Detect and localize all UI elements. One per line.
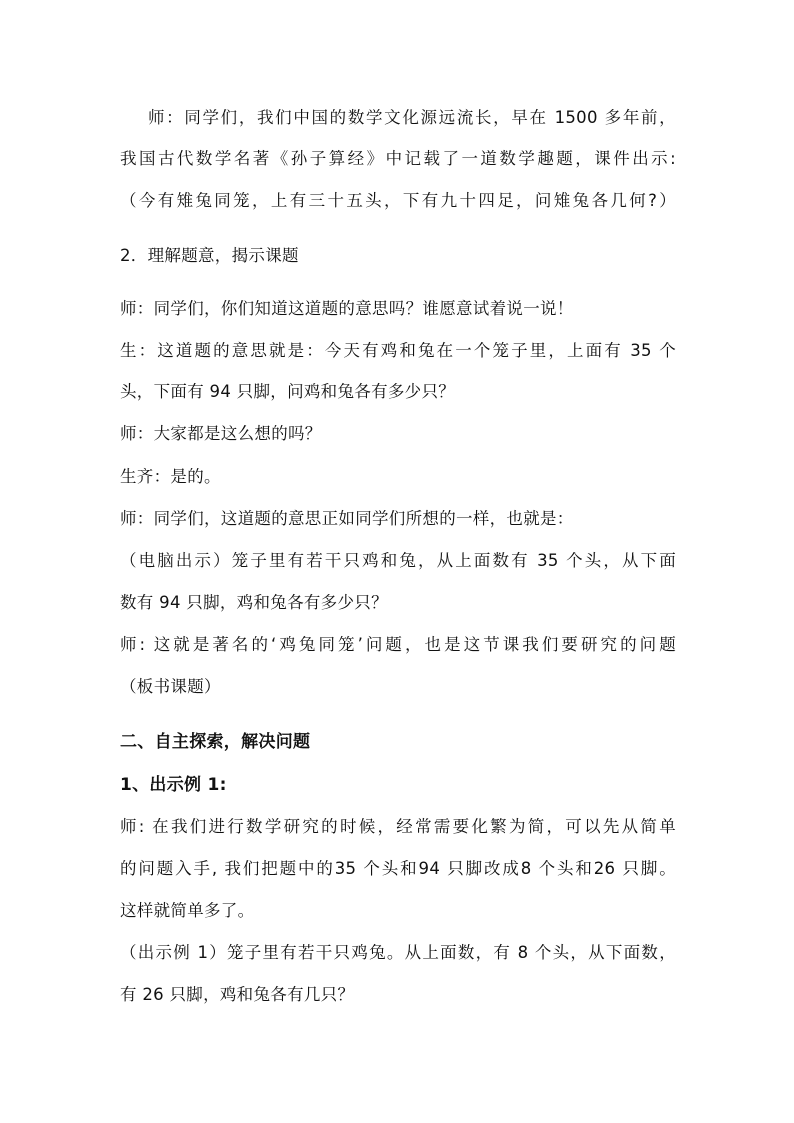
dialogue-line-4: 师：大家都是这么想的吗？: [120, 424, 322, 443]
dialogue-line-9: 师: 这就是著名的‘鸡兔同笼’问题，也是这节课我们要研究的问题: [120, 635, 676, 654]
paragraph-line-7: （出示例 1）笼子里有若干只鸡兔。从上面数，有 8 个头，从下面数，: [120, 943, 676, 962]
section-heading-explore: 二、自主探索，解决问题: [120, 732, 311, 752]
paragraph-line-1: 师：同学们，我们中国的数学文化源远流长，早在 1500 多年前，: [148, 108, 676, 127]
dialogue-line-7: （电脑出示）笼子里有若干只鸡和兔，从上面数有 35 个头，从下面: [120, 551, 676, 570]
dialogue-line-8: 数有 94 只脚，鸡和兔各有多少只？: [120, 593, 388, 612]
section-heading-understand: 2．理解题意，揭示课题: [120, 246, 299, 265]
paragraph-line-4: 师: 在我们进行数学研究的时候，经常需要化繁为简，可以先从简单: [120, 817, 676, 836]
paragraph-line-3: （今有雉兔同笼，上有三十五头，下有九十四足，问雉兔各几何?）: [120, 191, 676, 210]
dialogue-line-5: 生齐：是的。: [120, 467, 221, 486]
dialogue-line-6: 师：同学们，这道题的意思正如同学们所想的一样，也就是：: [120, 509, 574, 528]
dialogue-line-3: 头，下面有 94 只脚，问鸡和兔各有多少只？: [120, 382, 456, 401]
dialogue-line-2: 生：这道题的意思就是：今天有鸡和兔在一个笼子里，上面有 35 个: [120, 341, 676, 360]
sub-heading-example-1: 1、出示例 1:: [120, 775, 227, 795]
dialogue-line-1: 师：同学们，你们知道这道题的意思吗？谁愿意试着说一说！: [120, 299, 574, 318]
paragraph-line-6: 这样就简单多了。: [120, 901, 255, 920]
dialogue-line-10: （板书课题）: [120, 677, 221, 696]
paragraph-line-8: 有 26 只脚，鸡和兔各有几只？: [120, 985, 355, 1004]
paragraph-line-5: 的问题入手, 我们把题中的35 个头和94 只脚改成8 个头和26 只脚。: [120, 859, 676, 878]
paragraph-line-2: 我国古代数学名著《孙子算经》中记载了一道数学趣题，课件出示:: [120, 149, 676, 168]
